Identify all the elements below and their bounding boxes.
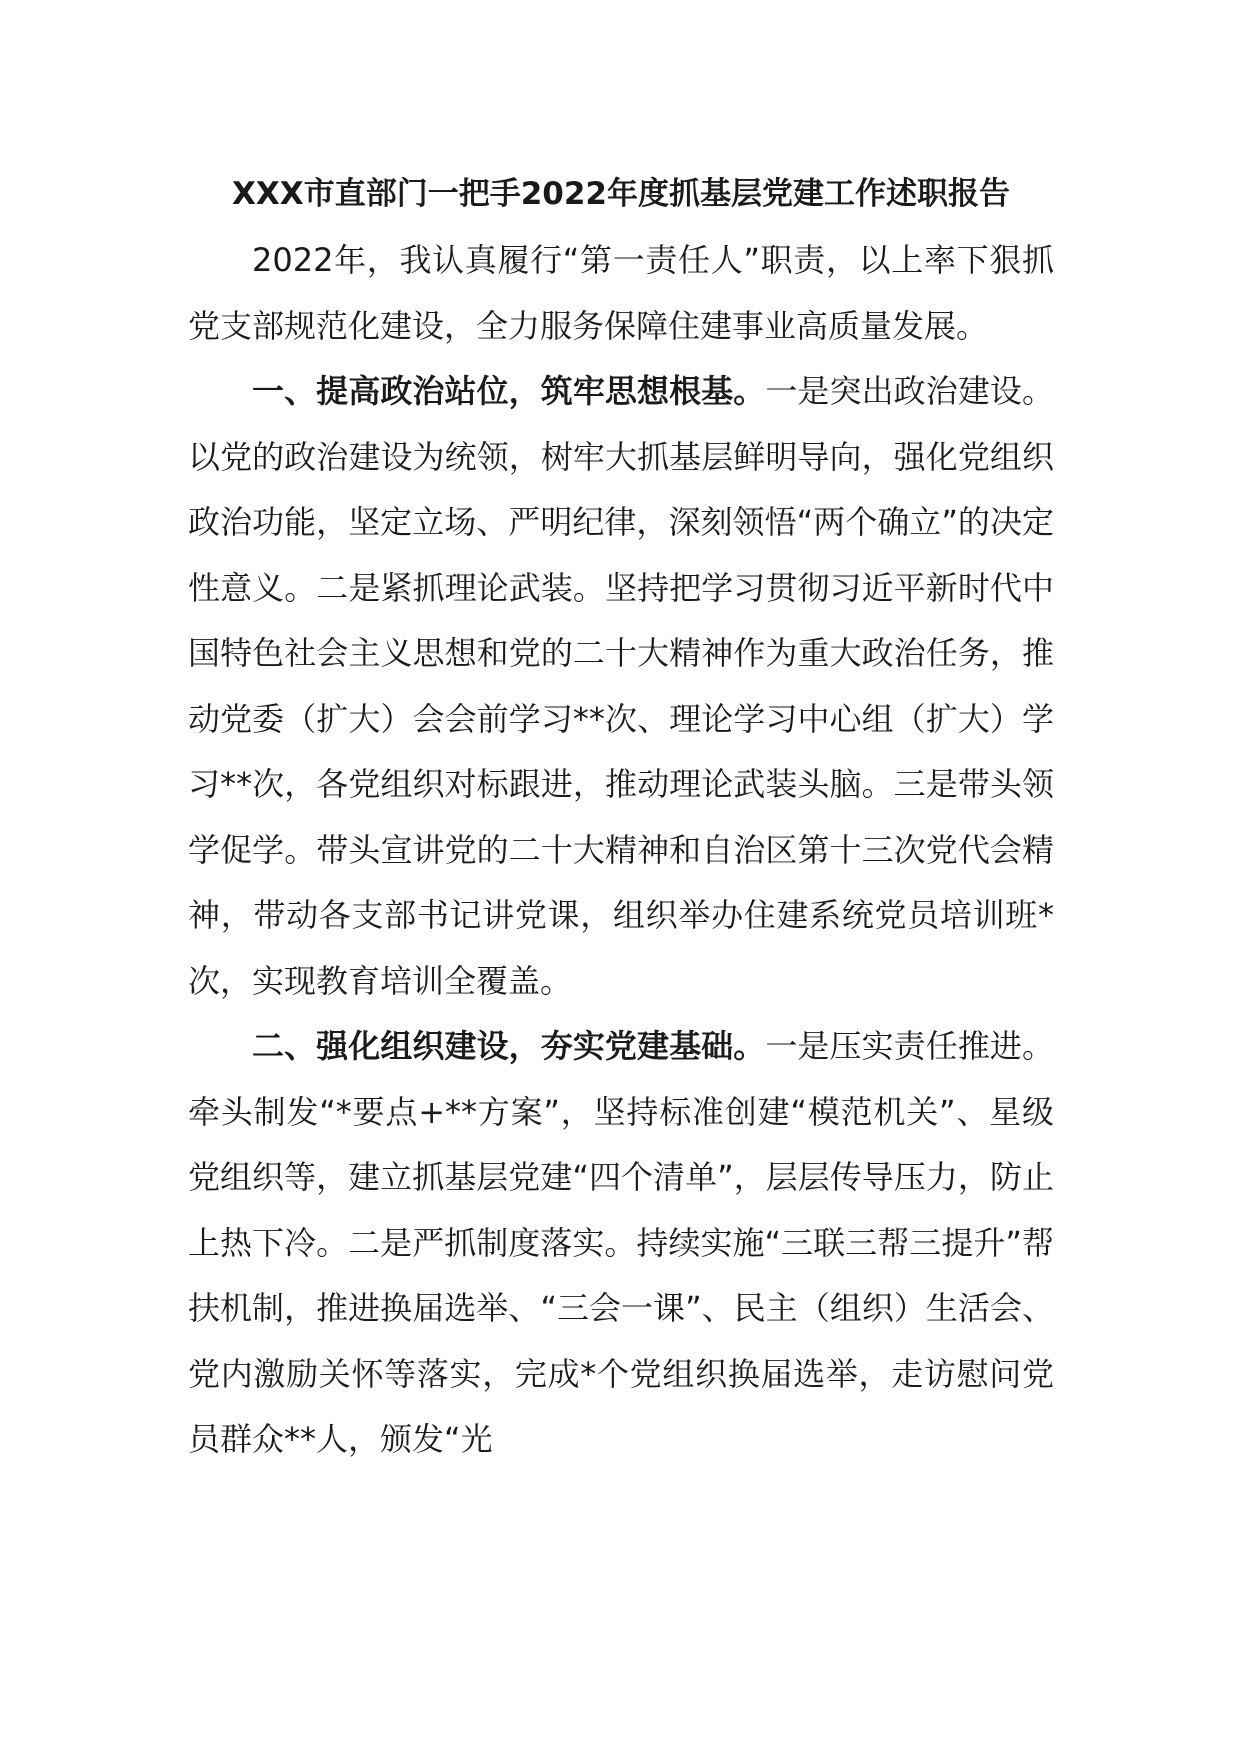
section-1-heading: 一、提高政治站位，筑牢思想根基。 [252, 372, 766, 410]
document-title: XXX市直部门一把手2022年度抓基层党建工作述职报告 [232, 176, 1010, 212]
section-2-paragraph [188, 1014, 1054, 1473]
section-2-text: 一是压实责任推进。牵头制发“*要点+**方案”，坚持标准创建“模范机关”、星级党组织等，建立抓基层党建“四个清单”，层层传导压力，防止上热下冷。二是严抓制度落实。持续实施“三联三帮三提升”帮扶机制，推进换届选举、“三会一课”、民主（组织）生活会、党内激励关怀等落实，完成*个党组织换届选举，走访慰问党员群众**人，颁发“光 [188, 1027, 1054, 1458]
section-2-heading: 二、强化组织建设，夯实党建基础。 [252, 1027, 766, 1065]
section-1-text: 一是突出政治建设。以党的政治建设为统领，树牢大抓基层鲜明导向，强化党组织政治功能，坚定立场、严明纪律，深刻领悟“两个确立”的决定性意义。二是紧抓理论武装。坚持把学习贯彻习近平新时代中国特色社会主义思想和党的二十大精神作为重大政治任务，推动党委（扩大）会会前学习**次、理论学习中心组（扩大）学习**次，各党组织对标跟进，推动理论武装头脑。三是带头领学促学。带头宣讲党的二十大精神和自治区第十三次党代会精神，带动各支部书记讲党课，组织举办住建系统党员培训班*次，实现教育培训全覆盖。 [188, 372, 1054, 1000]
section-1-paragraph [188, 359, 1054, 1014]
intro-paragraph: 2022年，我认真履行“第一责任人”职责，以上率下狠抓党支部规范化建设，全力服务保障住建事业高质量发展。 [188, 241, 1054, 345]
document-body [188, 228, 1054, 1473]
